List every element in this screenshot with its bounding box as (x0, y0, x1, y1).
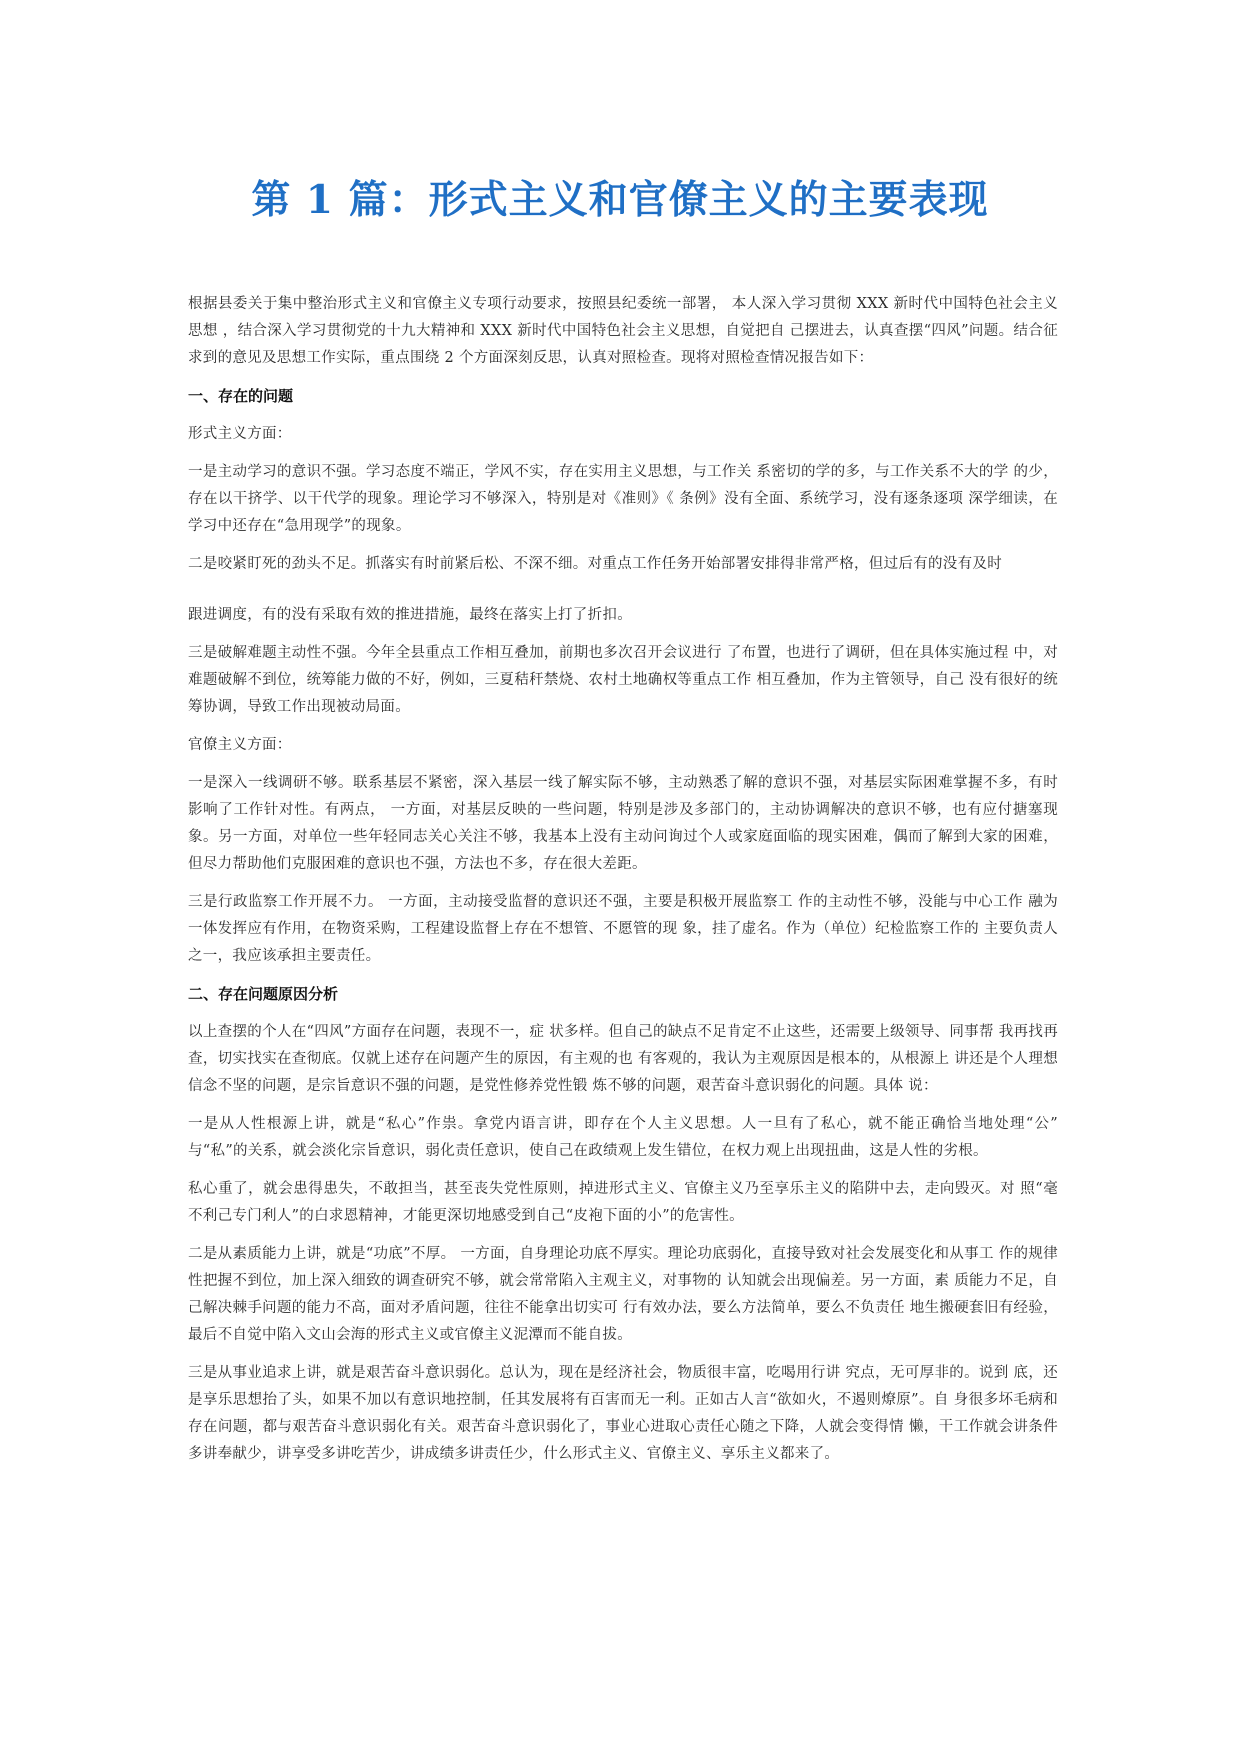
cause-paragraph-1: 以上查摆的个人在“四风”方面存在问题，表现不一，症 状多样。但自己的缺点不足肯定不止这些，还需要上级领导、同事帮 我再找再查，切实找实在查彻底。仅就上述存在问题产生的原因，有主观的也 有客观的，我认为主观原因是根本的，从根源上 讲还是个人理想信念不坚的问题，是宗旨意识不强的问题，是党性修养党性锻 炼不够的问题，艰苦奋斗意识弱化的问题。具体 说： (188, 1024, 1058, 1094)
cause-paragraph-2: 一是从人性根源上讲，就是“私心”作祟。拿党内语言讲，即存在个人主义思想。人一旦有了私心，就不能正确恰当地处理“公” 与“私”的关系，就会淡化宗旨意识，弱化责任意识，使自己在政绩观上发生错位，在权力观上出现扭曲，这是人性的劣根。 (188, 1116, 1058, 1159)
cause-paragraph-3: 私心重了，就会患得患失，不敢担当，甚至丧失党性原则，掉进形式主义、官僚主义乃至享乐主义的陷阱中去，走向毁灭。对 照“毫不利己专门利人”的白求恩精神，才能更深切地感受到自己“皮袍下面的小”的危害性。 (188, 1181, 1058, 1224)
subsection-label-formalism: 形式主义方面： (188, 426, 292, 442)
section-heading-causes: 二、存在问题原因分析 (188, 985, 339, 1003)
formalism-item-3: 三是破解难题主动性不强。今年全县重点工作相互叠加，前期也多次召开会议进行 了布置，也进行了调研，但在具体实施过程 中，对难题破解不到位，统筹能力做的不好，例如，三夏秸秆禁烧、农村土地确权等重点工作 相互叠加，作为主管领导，自己 没有很好的统筹协调，导致工作出现被动局面。 (188, 645, 1058, 715)
cause-paragraph-5: 三是从事业追求上讲，就是艰苦奋斗意识弱化。总认为，现在是经济社会，物质很丰富，吃喝用行讲 究点，无可厚非的。说到 底，还是享乐思想抬了头，如果不加以有意识地控制，任其发展将有百害而无一利。正如古人言“欲如火，不遏则燎原”。自 身很多坏毛病和存在问题，都与艰苦奋斗意识弱化有关。艰苦奋斗意识弱化了，事业心进取心责任心随之下降，人就会变得情 懒，干工作就会讲条件多讲奉献少，讲享受多讲吃苦少，讲成绩多讲责任少，什么形式主义、官僚主义、享乐主义都来了。 (188, 1365, 1058, 1462)
intro-paragraph: 根据县委关于集中整治形式主义和官僚主义专项行动要求，按照县纪委统一部署， 本人深入学习贯彻 XXX 新时代中国特色社会主义思想 ，结合深入学习贯彻党的十九大精神和 XXX 新时代中国特色社会主义思想，自觉把自 己摆进去，认真查摆“四风”问题。结合征求到的意见及思想工作实际，重点围绕 2 个方面深刻反思，认真对照检查。现将对照检查情况报告如下： (188, 296, 1058, 366)
formalism-item-2-continued: 跟进调度，有的没有采取有效的推进措施，最终在落实上打了折扣。 (188, 607, 632, 623)
cause-paragraph-4: 二是从素质能力上讲，就是“功底”不厚。 一方面，自身理论功底不厚实。理论功底弱化，直接导致对社会发展变化和从事工 作的规律性把握不到位，加上深入细致的调查研究不够，就会常常陷入主观主义，对事物的 认知就会出现偏差。另一方面，素 质能力不足，自己解决棘手问题的能力不高，面对矛盾问题，往往不能拿出切实可 行有效办法，要么方法简单，要么不负责任 地生搬硬套旧有经验，最后不自觉中陷入文山会海的形式主义或官僚主义泥潭而不能自拔。 (188, 1246, 1058, 1343)
bureaucracy-item-1: 一是深入一线调研不够。联系基层不紧密，深入基层一线了解实际不够，主动熟悉了解的意识不强，对基层实际困难掌握不多，有时影响了工作针对性。有两点， 一方面，对基层反映的一些问题，特别是涉及多部门的，主动协调解决的意识不够，也有应付搪塞现象。另一方面，对单位一些年轻同志关心关注不够，我基本上没有主动问询过个人或家庭面临的现实困难，偶而了解到大家的困难，但尽力帮助他们克服困难的意识也不强，方法也不多，存在很大差距。 (188, 775, 1058, 872)
subsection-label-bureaucracy: 官僚主义方面： (188, 737, 292, 753)
formalism-item-2: 二是咬紧盯死的劲头不足。抓落实有时前紧后松、不深不细。对重点工作任务开始部署安排得非常严格，但过后有的没有及时 (188, 556, 1002, 572)
document-body (188, 291, 1058, 1479)
formalism-item-1: 一是主动学习的意识不强。学习态度不端正，学风不实，存在实用主义思想，与工作关 系密切的学的多，与工作关系不大的学 的少，存在以干挤学、以干代学的现象。理论学习不够深入，特别是对《准则》《 条例》没有全面、系统学习，没有逐条逐项 深学细读，在学习中还存在“急用现学”的现象。 (188, 464, 1058, 534)
bureaucracy-item-3: 三是行政监察工作开展不力。 一方面，主动接受监督的意识还不强，主要是积极开展监察工 作的主动性不够，没能与中心工作 融为一体发挥应有作用，在物资采购，工程建设监督上存在不想管、不愿管的现 象，挂了虚名。作为（单位）纪检监察工作的 主要负责人之一，我应该承担主要责任。 (188, 894, 1058, 964)
document-title: 第 1 篇：形式主义和官僚主义的主要表现 (251, 177, 989, 223)
section-heading-problems: 一、存在的问题 (188, 387, 294, 405)
